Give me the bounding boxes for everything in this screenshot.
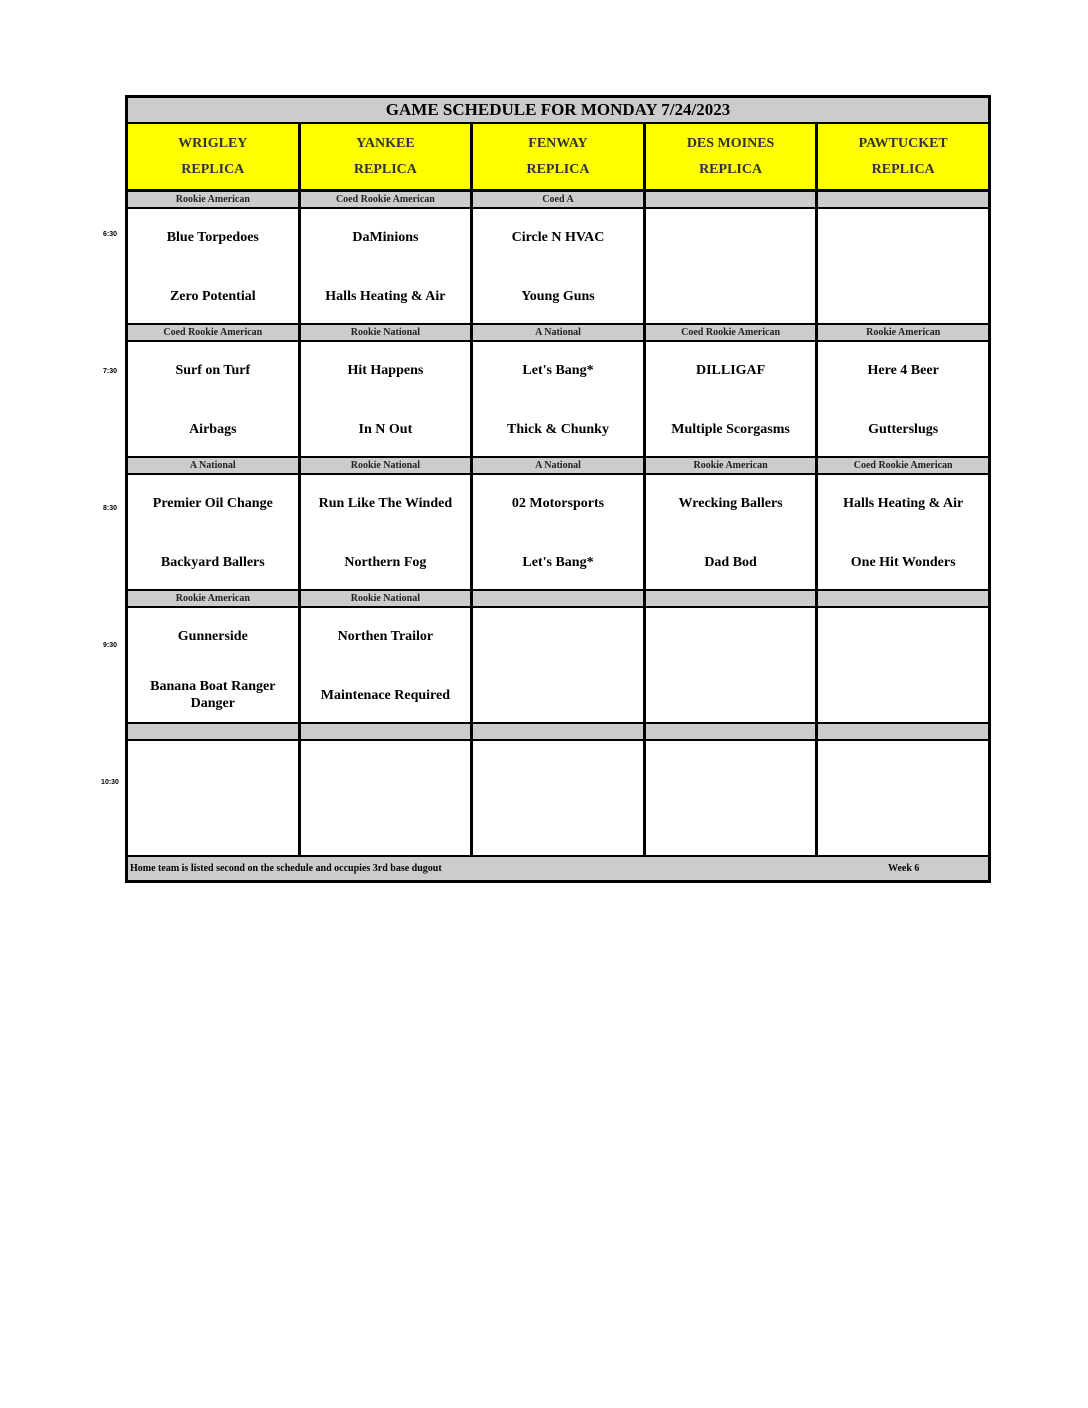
division-row — [128, 724, 988, 741]
home-team — [822, 278, 984, 314]
home-team — [822, 677, 984, 713]
away-team — [650, 751, 812, 787]
home-team: Gutterslugs — [868, 421, 939, 437]
division-label: Rookie American — [128, 591, 301, 606]
away-team — [822, 618, 984, 654]
division-label: Coed Rookie American — [646, 325, 819, 340]
division-label — [473, 591, 646, 606]
division-label — [646, 192, 819, 207]
home-team: Halls Heating & Air — [325, 288, 446, 304]
away-team — [477, 618, 639, 654]
field-header-wrigley — [128, 124, 301, 189]
field-header-row — [128, 124, 988, 192]
away-team — [132, 751, 294, 787]
away-team: Northen Trailor — [337, 628, 434, 644]
games-row — [128, 209, 988, 325]
division-label — [473, 724, 646, 739]
home-team — [477, 810, 639, 846]
home-team: Multiple Scorgasms — [671, 421, 790, 437]
game-cell — [128, 741, 301, 855]
division-label: Rookie American — [128, 192, 301, 207]
game-cell — [473, 209, 646, 323]
home-team — [650, 810, 812, 846]
game-cell — [128, 608, 301, 722]
time-slots — [128, 192, 988, 857]
division-label — [818, 591, 988, 606]
time-label: 9:30 — [102, 642, 117, 649]
game-cell — [818, 475, 988, 589]
week-label: Week 6 — [888, 863, 920, 874]
field-sub: REPLICA — [871, 161, 935, 177]
field-name: PAWTUCKET — [858, 135, 948, 151]
game-cell — [646, 342, 819, 456]
game-cell — [128, 475, 301, 589]
away-team: Blue Torpedoes — [166, 229, 259, 245]
home-team: Zero Potential — [169, 288, 256, 304]
division-label: Rookie National — [301, 591, 474, 606]
field-sub: REPLICA — [181, 161, 245, 177]
footer-note: Home team is listed second on the schedule and occupies 3rd base dugout — [130, 863, 442, 874]
away-team — [650, 219, 812, 255]
away-team — [822, 219, 984, 255]
home-team — [650, 278, 812, 314]
away-team: Here 4 Beer — [867, 362, 939, 378]
away-team — [477, 751, 639, 787]
division-label: A National — [473, 458, 646, 473]
home-team: Young Guns — [521, 288, 595, 304]
schedule-table — [125, 95, 991, 883]
away-team — [305, 751, 467, 787]
division-label — [818, 192, 988, 207]
home-team: Northern Fog — [344, 554, 427, 570]
division-label: Rookie American — [646, 458, 819, 473]
home-team: One Hit Wonders — [850, 554, 956, 570]
division-label: Rookie American — [866, 327, 941, 338]
game-cell — [818, 741, 988, 855]
time-label: 10:30 — [101, 779, 119, 786]
field-name: DES MOINES — [686, 135, 775, 151]
division-label — [818, 724, 988, 739]
division-label — [646, 724, 819, 739]
game-cell — [818, 209, 988, 323]
home-team — [132, 810, 294, 846]
game-cell — [646, 608, 819, 722]
away-team: Hit Happens — [347, 362, 424, 378]
away-team: DILLIGAF — [695, 362, 766, 378]
field-name: FENWAY — [528, 135, 588, 151]
game-cell — [818, 342, 988, 456]
game-cell — [646, 475, 819, 589]
field-header-pawtucket — [818, 124, 988, 189]
division-label: Coed Rookie American — [853, 460, 953, 471]
home-team — [650, 677, 812, 713]
away-team: Let's Bang* — [522, 362, 594, 378]
game-cell — [473, 475, 646, 589]
away-team: Circle N HVAC — [511, 229, 605, 245]
division-label — [128, 724, 301, 739]
division-label — [646, 591, 819, 606]
home-team: Let's Bang* — [522, 554, 594, 570]
game-cell — [473, 342, 646, 456]
field-sub: REPLICA — [699, 161, 763, 177]
division-label: Rookie National — [301, 325, 474, 340]
field-name: YANKEE — [356, 135, 415, 151]
game-cell — [818, 608, 988, 722]
division-label: A National — [128, 458, 301, 473]
game-cell — [128, 342, 301, 456]
home-team — [822, 810, 984, 846]
division-label: Coed A — [473, 192, 646, 207]
home-team: Dad Bod — [704, 554, 757, 570]
games-row — [128, 608, 988, 724]
field-name: WRIGLEY — [178, 135, 248, 151]
field-sub: REPLICA — [526, 161, 590, 177]
game-cell — [646, 741, 819, 855]
games-row — [128, 475, 988, 591]
game-cell — [473, 608, 646, 722]
page-title: GAME SCHEDULE FOR MONDAY 7/24/2023 — [128, 98, 988, 124]
games-row — [128, 342, 988, 458]
division-label: Rookie National — [301, 458, 474, 473]
home-team: In N Out — [358, 421, 413, 437]
division-label: A National — [473, 325, 646, 340]
away-team: Run Like The Winded — [318, 495, 453, 511]
away-team: Surf on Turf — [175, 362, 251, 378]
game-cell — [473, 741, 646, 855]
away-team: Halls Heating & Air — [843, 495, 964, 511]
home-team: Airbags — [189, 421, 237, 437]
game-cell — [128, 209, 301, 323]
game-cell — [301, 209, 474, 323]
game-cell — [646, 209, 819, 323]
away-team — [650, 618, 812, 654]
away-team — [822, 751, 984, 787]
division-label: Coed Rookie American — [128, 325, 301, 340]
home-team — [477, 677, 639, 713]
game-cell — [301, 741, 474, 855]
away-team: 02 Motorsports — [511, 495, 605, 511]
games-row — [128, 741, 988, 857]
home-team: Banana Boat Ranger Danger — [150, 679, 276, 711]
division-row — [128, 325, 988, 342]
home-team: Maintenace Required — [320, 687, 450, 703]
home-team: Thick & Chunky — [507, 421, 609, 437]
time-label: 7:30 — [102, 368, 117, 375]
game-cell — [301, 475, 474, 589]
home-team: Backyard Ballers — [160, 554, 265, 570]
field-sub: REPLICA — [353, 161, 417, 177]
division-label: Coed Rookie American — [301, 192, 474, 207]
field-header-yankee — [301, 124, 474, 189]
game-cell — [301, 342, 474, 456]
field-header-des-moines — [646, 124, 819, 189]
division-row — [128, 192, 988, 209]
away-team: Premier Oil Change — [152, 495, 273, 511]
home-team — [305, 810, 467, 846]
footer — [128, 857, 988, 880]
division-row — [128, 591, 988, 608]
away-team: Gunnerside — [177, 628, 248, 644]
away-team: Wrecking Ballers — [678, 495, 783, 511]
field-header-fenway — [473, 124, 646, 189]
time-label: 6:30 — [102, 231, 117, 238]
division-row — [128, 458, 988, 475]
game-cell — [301, 608, 474, 722]
time-label: 8:30 — [102, 505, 117, 512]
away-team: DaMinions — [352, 229, 419, 245]
division-label — [301, 724, 474, 739]
